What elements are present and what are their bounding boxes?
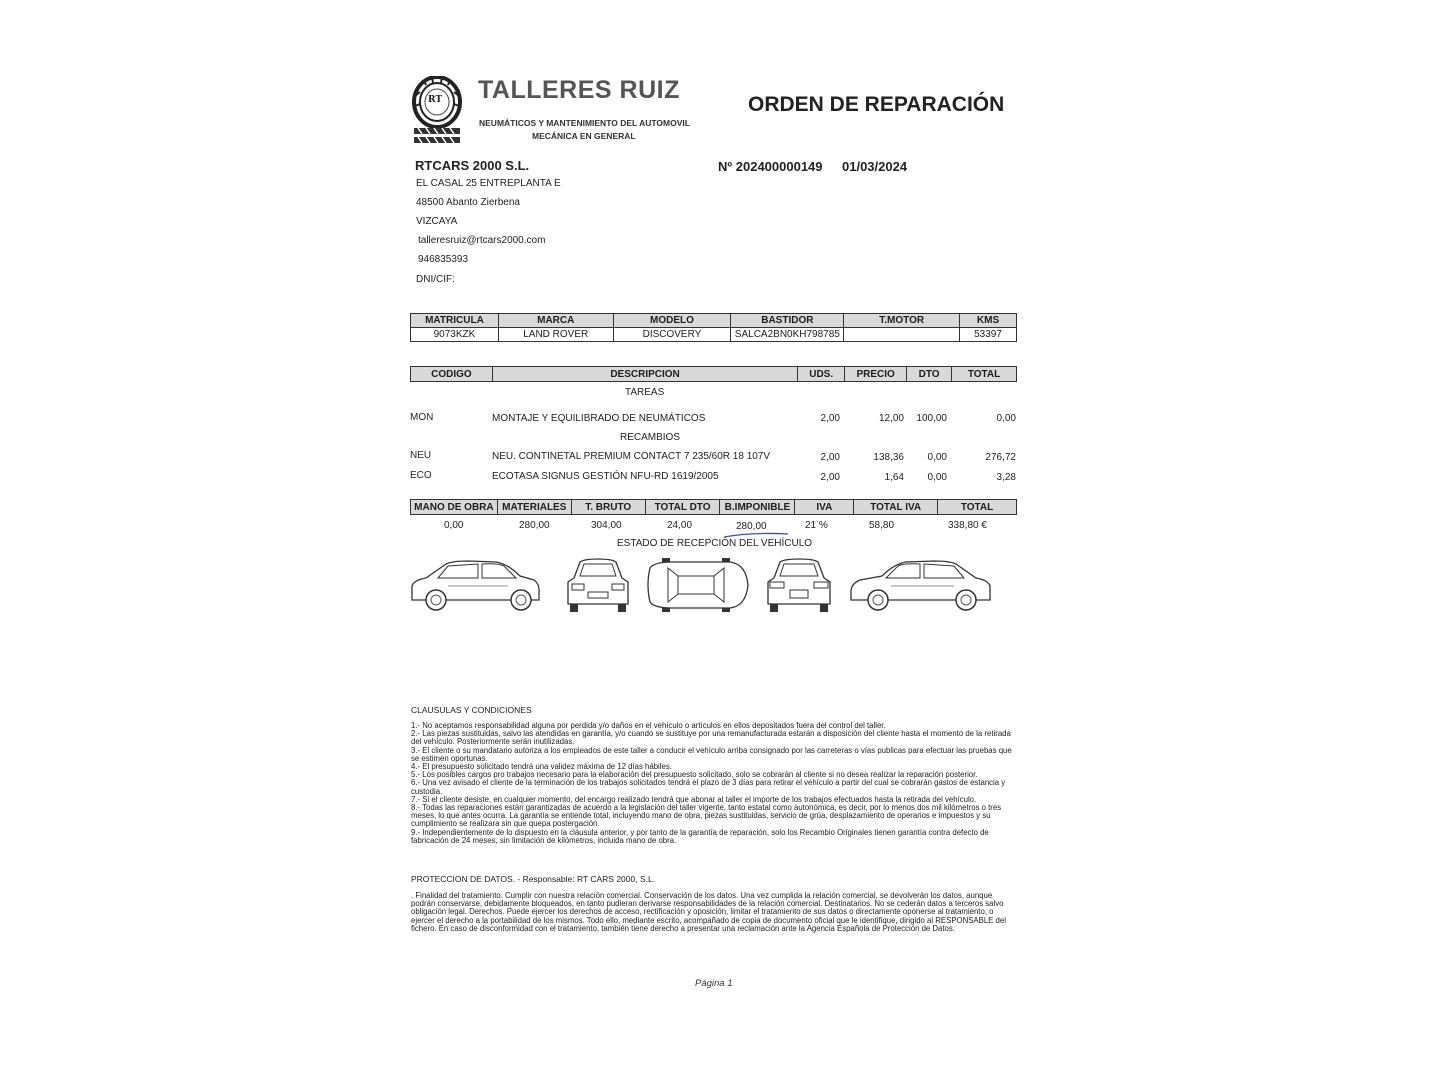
vehicle-header-kms: KMS <box>960 314 1017 328</box>
order-date: 01/03/2024 <box>842 159 908 174</box>
line-desc: NEU. CONTINETAL PREMIUM CONTACT 7 235/60R 18 107V <box>492 451 771 462</box>
line-uds: 2,00 <box>820 472 840 483</box>
tire-logo <box>412 76 462 148</box>
clause-item: 6.- Una vez avisado el cliente de la terminación de los trabajos solicitados tendrá el plazo de 3 días para retirar el vehículo a partir del cual se cobrarán gastos de estancia y custodia. <box>411 778 1006 796</box>
lines-header-descripcion: DESCRIPCION <box>492 367 797 382</box>
total-mano-obra: 0,00 <box>444 520 464 531</box>
clause-item: 1.- No aceptamos responsabilidad alguna por perdida y/o daños en el vehículo o artículos en ellos depositados fuera del control del taller. <box>411 721 886 730</box>
lines-header-uds: UDS. <box>798 367 845 382</box>
lines-header-row <box>411 367 1017 382</box>
line-dto: 0,00 <box>927 472 947 483</box>
vehicle-modelo: DISCOVERY <box>613 328 731 342</box>
total-dto: 24,00 <box>667 520 693 531</box>
line-desc: ECOTASA SIGNUS GESTIÓN NFU-RD 1619/2005 <box>492 471 719 482</box>
reception-title: ESTADO DE RECEPCIÓN DEL VEHÍCULO <box>617 538 813 549</box>
line-code: ECO <box>410 470 432 481</box>
brand-name: TALLERES RUIZ <box>478 76 680 104</box>
totals-header-row <box>411 500 1017 515</box>
total-base: 280,00 <box>736 521 767 532</box>
line-total: 276,72 <box>985 452 1016 463</box>
clause-item: 8.- Todas las reparaciones están garantizadas de acuerdo a la legislación del taller vigente, tanto estatal como autonómica, es decir, por lo menos dos mil kilómetros o tres meses, lo que antes ocurra. La garantía se entiende total, incluyendo mano de obra, piezas sustituidas, servicio de grúa, desplazamiento de operarios e impuestos y su cumplimiento se realizara sin que quepa postergación. <box>411 803 1002 829</box>
line-dto: 0,00 <box>927 452 947 463</box>
totals-header-table <box>410 499 1017 515</box>
line-total: 0,00 <box>996 413 1016 424</box>
vehicle-table <box>410 313 1017 342</box>
vehicle-header-bastidor: BASTIDOR <box>731 314 844 328</box>
line-precio: 12,00 <box>878 413 904 424</box>
vehicle-header-matricula: MATRICULA <box>411 314 499 328</box>
section-recambios: RECAMBIOS <box>620 432 681 443</box>
total-bruto: 304,00 <box>591 520 622 531</box>
lines-header-codigo: CODIGO <box>411 367 493 382</box>
total-grand: 338,80 € <box>948 520 987 531</box>
clause-item: 5.- Los posibles cargos pro trabajos necesario para la elaboración del presupuesto solicitado, solo se cobrarán al cliente si no desea realizar la reparación posterior. <box>411 770 978 780</box>
vehicle-header-tmotor: T.MOTOR <box>844 314 960 328</box>
client-phone: 946835393 <box>418 254 469 265</box>
car-top-icon <box>642 556 752 614</box>
data-protection-text: . Finalidad del tratamiento. Cumplir con nuestra relación comercial. Conservación de los datos. Una vez cumplida la relación comercial, se devolverán los datos, aunque podrán conservarse, debidamente bloqueados, en tanto pudieran derivarse responsabilidades de la relación comercial. Destinatarios. No se cederán datos a terceros salvo obligación legal. Derechos. Puede ejercer los derechos de acceso, rectificación y oposición, limitar el tratamiento de sus datos o directamente oponerse al tratamiento, o ejercer el derecho a la portabilidad de los mismos. Todo ello, mediante escrito, acompañado de copia de documento oficial que le identifique, dirigido al RESPONSABLE del fichero. En caso de disconformidad con el tratamiento, también tiene derecho a presentar una reclamación ante la Agencia Española de Protección de Datos. <box>411 891 1006 933</box>
order-number: Nº 202400000149 <box>718 159 823 174</box>
vehicle-header-row <box>411 314 1017 328</box>
lines-header-precio: PRECIO <box>845 367 907 382</box>
logo-text: RT <box>428 95 443 105</box>
totals-header-bruto: T. BRUTO <box>571 500 645 515</box>
client-email: talleresruiz@rtcars2000.com <box>418 235 546 246</box>
vehicle-bastidor: SALCA2BN0KH798785 <box>731 328 844 342</box>
line-uds: 2,00 <box>820 413 840 424</box>
total-iva-rate: 21 % <box>805 520 828 531</box>
totals-header-iva: IVA <box>795 500 854 515</box>
total-iva: 58,80 <box>869 520 895 531</box>
clause-item: 4.- El presupuesto solicitado tendrá una validez máxima de 12 días hábiles. <box>411 762 672 772</box>
clause-item: 2.- Las piezas sustituidas, salvo las atendidas en garantía, y/o cuando se sustituye por una remanufacturada estarán a disposición del cliente hasta el momento de la retirada del vehículo. Posteriormente serán inutilizadas. <box>411 729 1011 747</box>
document-title: ORDEN DE REPARACIÓN <box>748 93 1005 116</box>
vehicle-tmotor <box>844 328 960 342</box>
car-front-icon <box>564 556 632 614</box>
clause-item: 3.- El cliente o su mandatario autoriza a los empleados de este taller a conducir el vehículo arriba consignado por las carreteras o vías publicas para efectuar las pruebas que se estimen oportunas. <box>411 745 1012 763</box>
client-company: RTCARS 2000 S.L. <box>415 158 530 173</box>
vehicle-value-row <box>411 328 1017 342</box>
totals-header-materiales: MATERIALES <box>497 500 571 515</box>
vehicle-header-modelo: MODELO <box>613 314 731 328</box>
totals-header-base: B.IMPONIBLE <box>720 500 795 515</box>
vehicle-marca: LAND ROVER <box>498 328 613 342</box>
vehicle-matricula: 9073KZK <box>411 328 499 342</box>
totals-header-total-iva: TOTAL IVA <box>854 500 938 515</box>
totals-header-dto: TOTAL DTO <box>645 500 720 515</box>
vehicle-kms: 53397 <box>960 328 1017 342</box>
tire-icon <box>412 76 462 148</box>
line-precio: 1,64 <box>884 472 904 483</box>
line-total: 3,28 <box>996 472 1016 483</box>
line-code: MON <box>410 412 434 423</box>
total-materiales: 280,00 <box>519 520 550 531</box>
lines-header-dto: DTO <box>907 367 952 382</box>
lines-header-total: TOTAL <box>952 367 1017 382</box>
car-left-side-icon <box>408 556 542 614</box>
client-address-1: EL CASAL 25 ENTREPLANTA E <box>416 178 561 189</box>
line-desc: MONTAJE Y EQUILIBRADO DE NEUMÁTICOS <box>492 413 706 424</box>
vehicle-header-marca: MARCA <box>498 314 613 328</box>
data-protection-title: PROTECCION DE DATOS. - Responsable: RT CARS 2000, S.L. <box>411 874 656 884</box>
car-right-side-icon <box>846 556 994 614</box>
section-tareas: TAREAS <box>625 387 665 398</box>
clause-item: 9.- Independientemente de lo dispuesto en la cláusula anterior, y por tanto de la garantía de reparación, solo los Recambio Originales tienen garantía contra defecto de fabricación de 24 meses, sin limitación de kilómetros, incluida mano de obra. <box>411 827 989 845</box>
line-precio: 138,36 <box>873 452 904 463</box>
client-province: VIZCAYA <box>416 216 458 227</box>
brand-tagline-2: MECÁNICA EN GENERAL <box>532 131 636 141</box>
line-dto: 100,00 <box>916 413 947 424</box>
clauses-title: CLAUSULAS Y CONDICIONES <box>411 705 532 715</box>
brand-tagline-1: NEUMÁTICOS Y MANTENIMIENTO DEL AUTOMOVIL <box>479 118 690 128</box>
clause-item: 7.- Si el cliente desiste, en cualquier momento, del encargo realizado tendrá que abonar al taller el importe de los trabajos efectuados hasta la retirada del vehículo. <box>411 794 977 804</box>
line-uds: 2,00 <box>820 452 840 463</box>
lines-header-table <box>410 366 1017 382</box>
client-dni-label: DNI/CIF: <box>416 274 455 285</box>
totals-header-total: TOTAL <box>938 500 1017 515</box>
totals-header-mano-obra: MANO DE OBRA <box>411 500 498 515</box>
client-address-2: 48500 Abanto Zierbena <box>416 197 520 208</box>
clauses-list <box>411 722 1017 845</box>
page-number: Página 1 <box>695 978 733 989</box>
line-code: NEU <box>410 450 432 461</box>
car-rear-icon <box>764 556 834 614</box>
